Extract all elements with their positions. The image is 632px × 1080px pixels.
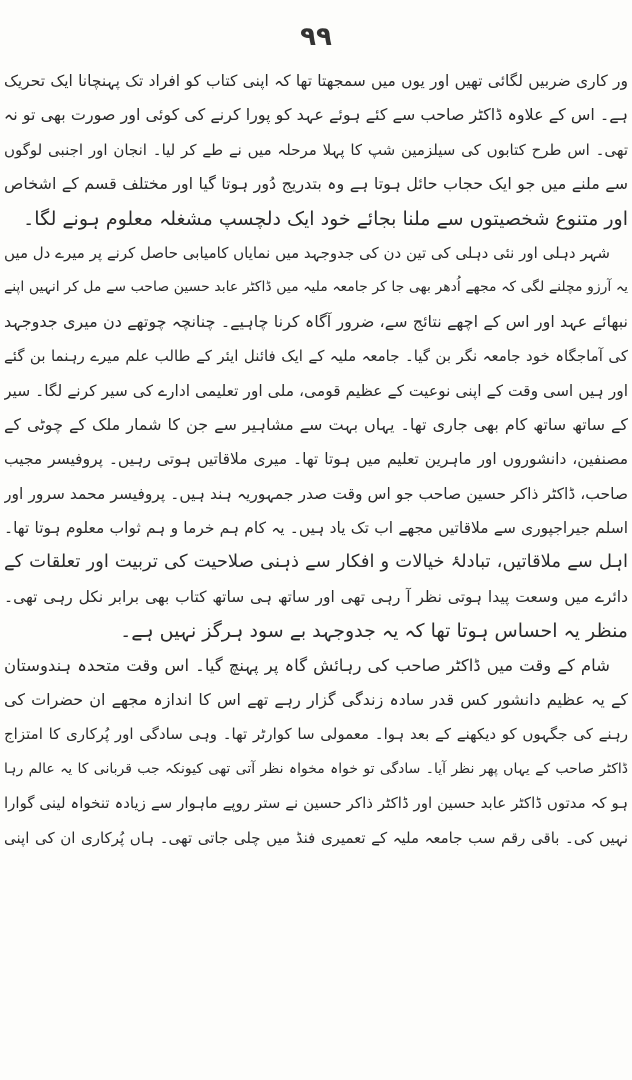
- text-line: دائرے میں وسعت پیدا ہوتی نظر آ رہی تھی اور ساتھ ہی ساتھ کتاب بھی برابر نکل رہی تھی۔: [4, 587, 628, 606]
- text-line: اور ہیں اسی وقت کے اپنی نوعیت کے عظیم قومی، ملی اور تعلیمی ادارے کی سیر کرنے لگا۔ سیر: [4, 381, 628, 400]
- paragraph-first-line: شہر دہلی اور نئی دہلی کی تین دن کی جدوجہد میں نمایاں کامیابی حاصل کرنے پر میرے دل میں: [4, 243, 610, 262]
- text-line: رہنے کی جگہوں کو دیکھنے کے بعد ہوا۔ معمولی سا کوارٹر تھا۔ وہی سادگی اور پُرکاری کا امتزاج: [4, 725, 628, 744]
- text-line: ہو کہ مدتوں ڈاکٹر عابد حسین اور ڈاکٹر ذاکر حسین نے ستر روپے ماہوار سے زیادہ تنخواہ لینی گوارا: [4, 794, 628, 813]
- text-line: اسلم جیراجپوری سے ملاقاتیں مجھے اب تک یاد ہیں۔ یہ کام ہم خرما و ہم ثواب معلوم ہوتا تھا۔: [4, 519, 628, 538]
- text-line: صاحب، ڈاکٹر ذاکر حسین صاحب جو اس وقت صدر جمہوریہ ہند ہیں۔ پروفیسر محمد سرور اور: [4, 484, 628, 503]
- text-line: کے ساتھ ساتھ کام بھی جاری تھا۔ یہاں بہت سے مشاہیر سے جن کا شمار ملک کے چوٹی کے: [4, 414, 628, 434]
- text-line: یہ آرزو مچلنے لگی کہ مجھے اُدھر بھی جا کر جامعہ ملیہ میں ڈاکٹر عابد حسین صاحب سے مل کر انہیں اپنے: [4, 279, 628, 296]
- text-line: تھی۔ اس طرح کتابوں کی سیلزمین شپ کا پہلا مرحلہ میں نے طے کر لیا۔ انجان اور اجنبی لوگوں: [4, 140, 628, 159]
- text-line: مصنفین، دانشوروں اور ماہرین تعلیم میں ہوتا تھا۔ میری ملاقاتیں ہوتی رہیں۔ پروفیسر مجیب: [4, 450, 628, 469]
- text-line: منظر یہ احساس ہوتا تھا کہ یہ جدوجہد بے سود ہرگز نہیں ہے۔: [120, 620, 628, 643]
- text-line: سے ملنے میں جو ایک حجاب حائل ہوتا ہے وہ بتدریج دُور ہوتا گیا اور مختلف قسم کے اشخاص: [4, 174, 628, 194]
- text-line: نہیں کی۔ باقی رقم سب جامعہ ملیہ کے تعمیری فنڈ میں چلی جاتی تھی۔ ہاں پُرکاری ان کی اپنی: [4, 828, 628, 847]
- page-number: ۹۹: [300, 22, 332, 52]
- body-text: [4, 64, 628, 855]
- text-line: نبھائے عہد اور اس کے اچھے نتائج سے، ضرور آگاہ کرنا چاہیے۔ چنانچہ چوتھے دن میری جدوجہد: [4, 311, 628, 331]
- text-line: کی آماجگاہ خود جامعہ نگر بن گیا۔ جامعہ ملیہ کے ایک فائنل ایئر کے طالب علم میرے رہنما بن گئے: [4, 347, 628, 366]
- text-line: ور کاری ضربیں لگائی تھیں اور یوں میں سمجھتا تھا کہ اپنی کتاب کو افراد تک پہنچانا ایک تحریک: [4, 72, 628, 90]
- text-line: کے یہ عظیم دانشور کس قدر سادہ زندگی گزار رہے تھے اس کا اندازہ مجھے ان حضرات کی: [4, 690, 628, 710]
- text-line: اہل سے ملاقاتیں، تبادلۂ خیالات و افکار سے ذہنی صلاحیت کی تربیت اور تعلقات کے: [4, 551, 628, 573]
- text-line: اور متنوع شخصیتوں سے ملنا بجائے خود ایک دلچسپ مشغلہ معلوم ہونے لگا۔: [23, 207, 628, 230]
- text-line: ہے۔ اس کے علاوہ ڈاکٹر صاحب سے کئے ہوئے عہد کو پورا کرنے کی کوئی اور صورت بھی تو نہ: [4, 105, 628, 125]
- text-line: ڈاکٹر صاحب کے یہاں پھر نظر آیا۔ سادگی تو خواہ مخواہ نظر آتی تھی کیونکہ جب قربانی کا یہ عالم رہا: [4, 760, 628, 777]
- paragraph-first-line: شام کے وقت میں ڈاکٹر صاحب کی رہائش گاہ پر پہنچ گیا۔ اس وقت متحدہ ہندوستان: [4, 655, 610, 675]
